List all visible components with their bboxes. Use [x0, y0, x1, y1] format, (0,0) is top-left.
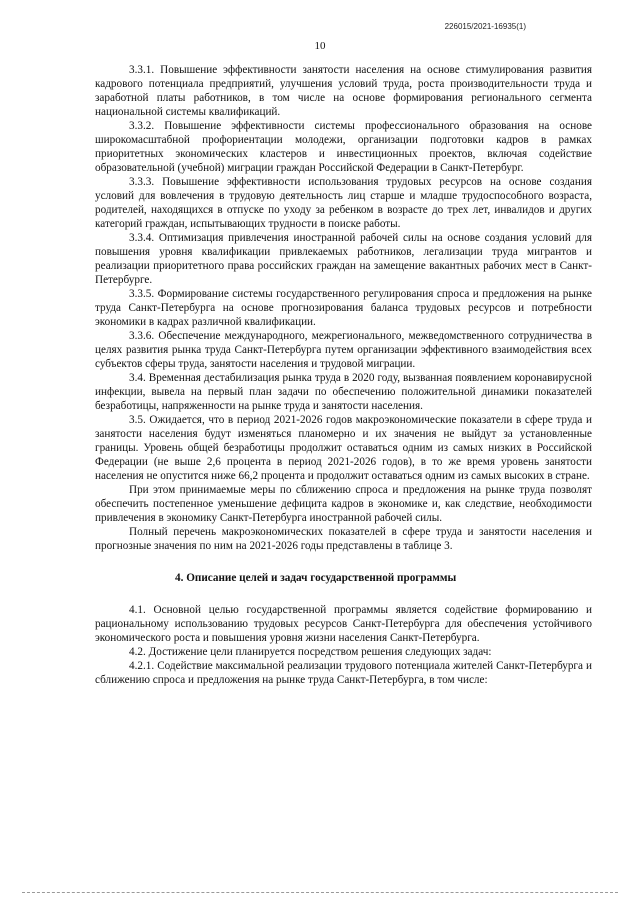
paragraph-measures: При этом принимаемые меры по сближению спроса и предложения на рынке труда позволят обеспечить постепенное уменьшение дефицита кадров в экономике и, как следствие, необходимости привлечения в экономику Санкт-Петербурга иностранной рабочей силы.: [95, 484, 592, 524]
paragraph-3-3-2: 3.3.2. Повышение эффективности системы профессионального образования на основе широкомасштабной профориентации молодежи, организации подготовки кадров в рамках приоритетных экономических кластеров и инвестиционных проектов, включая содействие образовательной (учебной) миграции граждан Российской Федерации в Санкт-Петербург.: [95, 120, 592, 174]
paragraph-4-1: 4.1. Основной целью государственной программы является содействие формированию и рациональному использованию трудовых ресурсов Санкт-Петербурга для обеспечения устойчивого экономического роста и повышения уровня жизни населения Санкт-Петербурга.: [95, 604, 592, 644]
paragraph-4-2: 4.2. Достижение цели планируется посредством решения следующих задач:: [129, 646, 492, 658]
paragraph-3-4: 3.4. Временная дестабилизация рынка труда в 2020 году, вызванная появлением коронавирусной инфекции, вывела на первый план задачи по обеспечению положительной динамики показателей безработицы, напряженности на рынке труда и занятости населения.: [95, 372, 592, 412]
scan-edge-line: [22, 892, 618, 893]
paragraph-3-3-4: 3.3.4. Оптимизация привлечения иностранной рабочей силы на основе создания условий для повышения уровня квалификации привлекаемых работников, легализации труда мигрантов и реализации приоритетного права российских граждан на замещение вакантных рабочих мест в Санкт-Петербурге.: [95, 232, 592, 286]
section-spacer: [95, 585, 592, 603]
paragraph-3-5: 3.5. Ожидается, что в период 2021-2026 годов макроэкономические показатели в сфере труда и занятости населения будут изменяться планомерно и их значения не выйдут за установленные границы. Уровень общей безработицы продолжит оставаться одним из самых низких в Российской Федерации (не выше 2,6 процента в период 2021-2026 годов), в то же время уровень занятости населения не опустится ниже 66,2 процента и продолжит оставаться одним из самых высоких в стране.: [95, 414, 592, 482]
document-registration-number: 226015/2021-16935(1): [444, 22, 526, 31]
paragraph-3-3-6: 3.3.6. Обеспечение международного, межрегионального, межведомственного сотрудничества в целях развития рынка труда Санкт-Петербурга путем организации эффективного взаимодействия всех субъектов сферы труда, занятости населения и трудовой миграции.: [95, 330, 592, 370]
section-4-heading: 4. Описание целей и задач государственной программы: [175, 572, 457, 584]
paragraph-indicators-list: Полный перечень макроэкономических показателей в сфере труда и занятости населения и прогнозные значения по ним на 2021-2026 годы представлены в таблице 3.: [95, 526, 592, 552]
section-spacer: [95, 553, 592, 571]
paragraph-4-2-1: 4.2.1. Содействие максимальной реализации трудового потенциала жителей Санкт-Петербурга и сближению спроса и предложения на рынке труда Санкт-Петербурга, в том числе:: [95, 660, 592, 686]
paragraph-3-3-5: 3.3.5. Формирование системы государственного регулирования спроса и предложения на рынке труда Санкт-Петербурга на основе прогнозирования баланса трудовых ресурсов и потребности экономики в кадрах различной квалификации.: [95, 288, 592, 328]
paragraph-3-3-3: 3.3.3. Повышение эффективности использования трудовых ресурсов на основе создания условий для вовлечения в трудовую деятельность лиц старше и младше трудоспособного возраста, родителей, находящихся в отпуске по уходу за ребенком в возрасте до трех лет, инвалидов и других категорий граждан, испытывающих трудности в поиске работы.: [95, 176, 592, 230]
page-number: 10: [314, 40, 326, 52]
paragraph-3-3-1: 3.3.1. Повышение эффективности занятости населения на основе стимулирования развития кадрового потенциала предприятий, улучшения условий труда, роста производительности труда и заработной платы работников, в том числе на основе формирования регионального сегмента национальной системы квалификаций.: [95, 64, 592, 118]
document-body: [95, 63, 592, 687]
